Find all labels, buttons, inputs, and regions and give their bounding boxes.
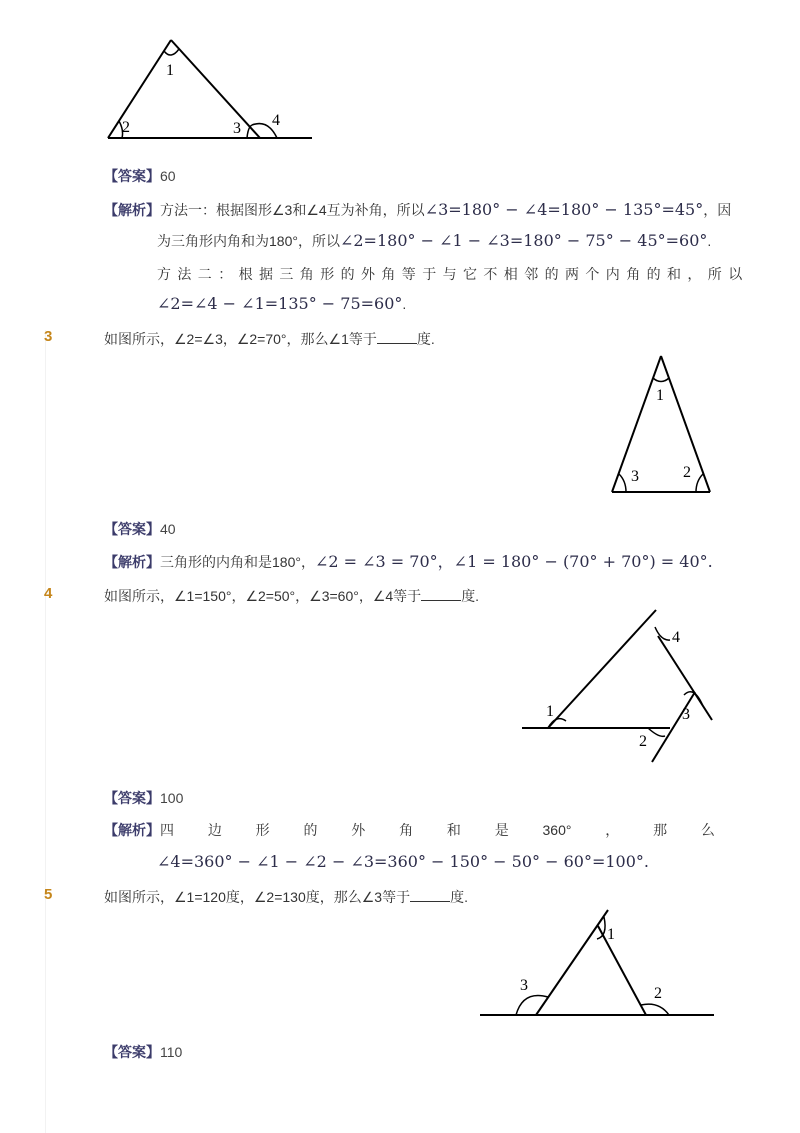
analysis-line-1 bbox=[104, 200, 731, 220]
word: 四 bbox=[160, 822, 174, 838]
word: 的 bbox=[303, 822, 318, 838]
word: 么 bbox=[700, 822, 715, 838]
word: 形 bbox=[255, 822, 270, 838]
question-text-4 bbox=[104, 586, 479, 606]
analysis-line-q4 bbox=[104, 820, 715, 840]
question-unit: 度. bbox=[450, 889, 468, 905]
analysis-text: 方法一：根据图形∠3和∠4互为补角，所以 bbox=[160, 202, 425, 218]
question-number-4: 4 bbox=[44, 585, 53, 602]
angle-label-4: 4 bbox=[672, 629, 680, 646]
answer-row-q5 bbox=[104, 1042, 182, 1062]
analysis-line-q4-2 bbox=[157, 852, 649, 872]
word: 那 bbox=[653, 822, 668, 838]
angle-label-4: 4 bbox=[272, 112, 280, 129]
analysis-line-4 bbox=[157, 294, 406, 314]
quadrilateral-figure-4 bbox=[518, 604, 718, 766]
analysis-text: 三角形的内角和是180°， bbox=[160, 554, 315, 570]
answer-tag: 【答案】 bbox=[104, 1044, 160, 1060]
word: 是 bbox=[494, 822, 509, 838]
answer-tag: 【答案】 bbox=[104, 521, 160, 537]
answer-value: 60 bbox=[160, 168, 176, 184]
analysis-math: ∠2=∠4 − ∠1=135° − 75=60° bbox=[157, 294, 403, 313]
angle-label-1: 1 bbox=[166, 62, 174, 79]
question-prompt: 如图所示，∠1=150°，∠2=50°，∠3=60°，∠4等于 bbox=[104, 588, 422, 604]
answer-tag: 【答案】 bbox=[104, 790, 160, 806]
analysis-tag: 【解析】 bbox=[104, 554, 160, 570]
angle-label-1: 1 bbox=[546, 703, 554, 720]
question-text-3 bbox=[104, 329, 435, 349]
triangle-figure-1 bbox=[100, 34, 320, 146]
question-text-5 bbox=[104, 887, 468, 907]
answer-row-q4 bbox=[104, 788, 183, 808]
question-unit: 度. bbox=[461, 588, 480, 604]
word: ， bbox=[605, 822, 620, 838]
analysis-math: ∠4=360° − ∠1 − ∠2 − ∠3=360° − 150° − 50° − 60°=100°. bbox=[157, 852, 649, 871]
analysis-line-2 bbox=[157, 231, 711, 251]
answer-blank[interactable] bbox=[410, 887, 450, 902]
question-unit: 度. bbox=[416, 331, 435, 347]
analysis-text-end: . bbox=[707, 233, 712, 249]
analysis-tag: 【解析】 bbox=[104, 202, 160, 218]
answer-tag: 【答案】 bbox=[104, 168, 160, 184]
answer-blank[interactable] bbox=[377, 329, 417, 344]
angle-label-3: 3 bbox=[233, 120, 241, 137]
word: 角 bbox=[399, 822, 414, 838]
analysis-line-q3 bbox=[104, 552, 713, 572]
triangle-figure-3 bbox=[606, 350, 716, 498]
angle-label-2: 2 bbox=[654, 985, 662, 1002]
angle-label-2: 2 bbox=[683, 464, 691, 481]
word: 外 bbox=[351, 822, 366, 838]
answer-value: 110 bbox=[160, 1044, 183, 1060]
analysis-line-3: 方法二：根据三角形的外角等于与它不相邻的两个内角的和，所以 bbox=[157, 266, 749, 282]
answer-blank[interactable] bbox=[421, 586, 461, 601]
question-prompt: 如图所示，∠1=120度，∠2=130度，那么∠3等于 bbox=[104, 889, 411, 905]
angle-label-1: 1 bbox=[607, 926, 615, 943]
triangle-figure-5 bbox=[476, 906, 720, 1022]
question-number-5: 5 bbox=[44, 886, 53, 903]
answer-value: 100 bbox=[160, 790, 184, 806]
analysis-tag: 【解析】 bbox=[104, 822, 160, 838]
angle-label-2: 2 bbox=[122, 119, 130, 136]
word: 360° bbox=[542, 822, 572, 838]
angle-label-3: 3 bbox=[631, 468, 639, 485]
analysis-math: ∠2=180° − ∠1 − ∠3=180° − 75° − 45°=60° bbox=[339, 231, 708, 250]
angle-label-1: 1 bbox=[656, 387, 664, 404]
analysis-text-end: ，因 bbox=[703, 202, 732, 218]
answer-row-q2 bbox=[104, 166, 176, 186]
analysis-text: 为三角形内角和为180°，所以 bbox=[157, 233, 340, 249]
analysis-text-end: . bbox=[402, 296, 407, 312]
question-number-3: 3 bbox=[44, 328, 53, 345]
angle-label-3: 3 bbox=[682, 706, 690, 723]
analysis-justified-words bbox=[160, 820, 715, 840]
angle-label-3: 3 bbox=[520, 977, 528, 994]
analysis-math: ∠3=180° − ∠4=180° − 135°=45° bbox=[424, 200, 704, 219]
word: 和 bbox=[446, 822, 461, 838]
analysis-math: ∠2 = ∠3 = 70°，∠1 = 180° − (70° + 70°) = 40°. bbox=[314, 552, 713, 571]
angle-label-2: 2 bbox=[639, 733, 647, 750]
left-margin-rule bbox=[45, 330, 46, 1133]
answer-value: 40 bbox=[160, 521, 176, 537]
question-prompt: 如图所示，∠2=∠3，∠2=70°，那么∠1等于 bbox=[104, 331, 377, 347]
answer-row-q3 bbox=[104, 519, 176, 539]
word: 边 bbox=[207, 822, 222, 838]
